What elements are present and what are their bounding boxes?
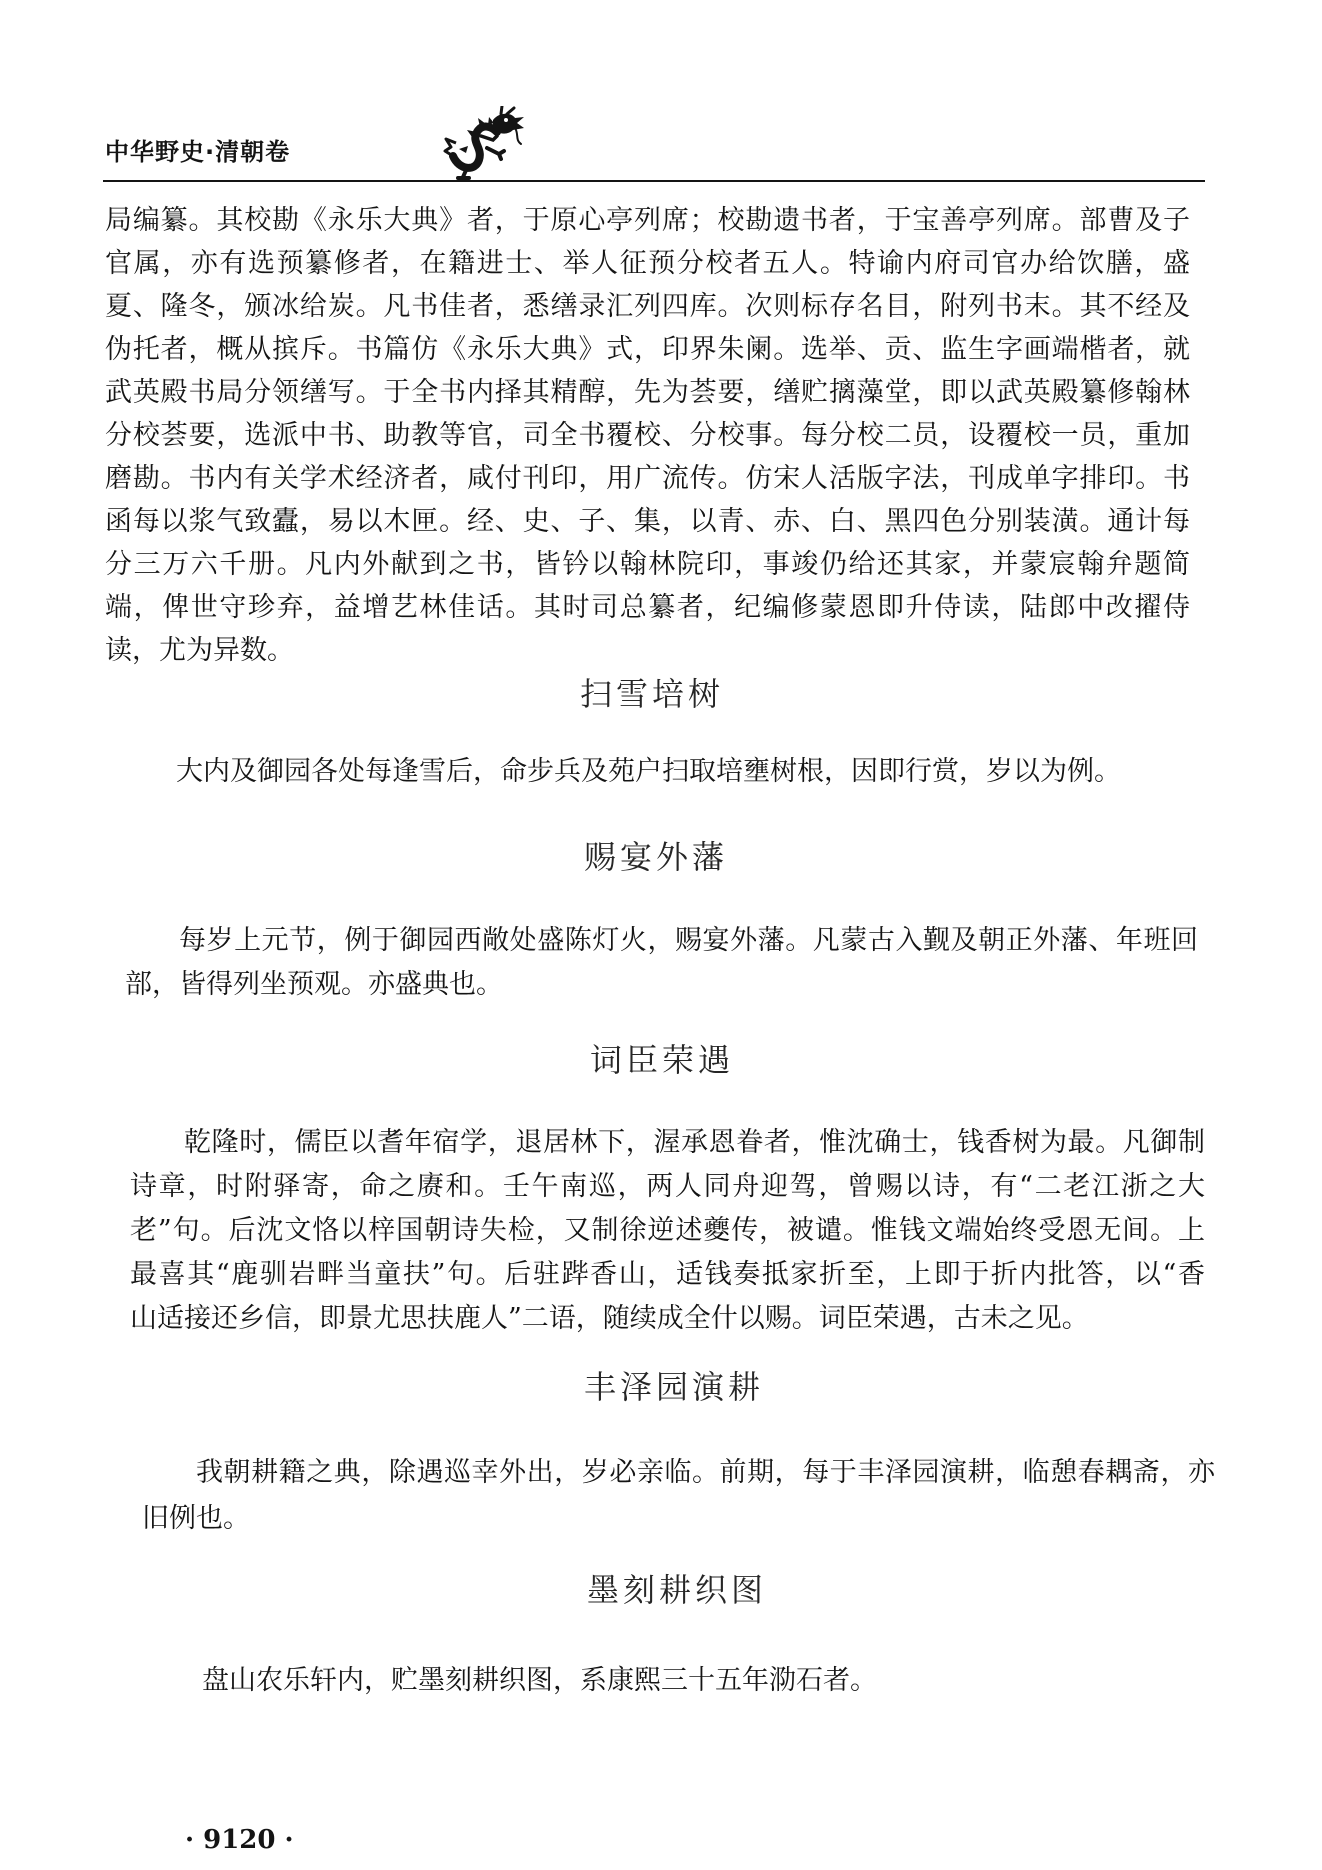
section-body-line: 最喜其“鹿驯岩畔当童扶”句。后驻跸香山，适钱奏抵家折至，上即于折内批答，以“香 bbox=[130, 1259, 1205, 1290]
section-body bbox=[125, 919, 1198, 1007]
paragraph-line: 分三万六千册。凡内外献到之书，皆钤以翰林院印，事竣仍给还其家，并蒙宸翰弁题简 bbox=[105, 549, 1190, 580]
paragraph-line: 读，尤为异数。 bbox=[105, 635, 294, 666]
paragraph-line: 磨勘。书内有关学术经济者，咸付刊印，用广流传。仿宋人活版字法，刊成单字排印。书 bbox=[105, 463, 1190, 494]
intro-paragraph bbox=[105, 199, 1190, 672]
paragraph-line: 局编纂。其校勘《永乐大典》者，于原心亭列席；校勘遗书者，于宝善亭列席。部曹及子 bbox=[105, 205, 1190, 236]
paragraph-line: 武英殿书局分领缮写。于全书内择其精醇，先为荟要，缮贮摛藻堂，即以武英殿纂修翰林 bbox=[105, 377, 1190, 408]
section-body-line: 山适接还乡信，即景尤思扶鹿人”二语，随续成全什以赐。词臣荣遇，古未之见。 bbox=[130, 1303, 1089, 1334]
paragraph-line: 端，俾世守珍弃，益增艺林佳话。其时司总纂者，纪编修蒙恩即升侍读，陆郎中改擢侍 bbox=[105, 592, 1190, 623]
section-body-line: 盘山农乐轩内，贮墨刻耕织图，系康熙三十五年泐石者。 bbox=[202, 1665, 877, 1696]
section-body bbox=[122, 750, 1195, 794]
running-header-title: 中华野史·清朝卷 bbox=[105, 138, 291, 166]
page-number: · 9120 · bbox=[185, 1825, 294, 1855]
section-body-line: 大内及御园各处每逢雪后，命步兵及苑户扫取培壅树根，因即行赏，岁以为例。 bbox=[176, 756, 1121, 787]
section-body-line: 部，皆得列坐预观。亦盛典也。 bbox=[125, 969, 503, 1000]
header-rule bbox=[103, 180, 1205, 182]
section-heading: 词臣荣遇 bbox=[589, 1041, 735, 1079]
section-body-line: 旧例也。 bbox=[142, 1503, 250, 1534]
paragraph-line: 分校荟要，选派中书、助教等官，司全书覆校、分校事。每分校二员，设覆校一员，重加 bbox=[105, 420, 1190, 451]
section-body bbox=[130, 1121, 1205, 1341]
section-body bbox=[142, 1450, 1215, 1542]
section-body-line: 老”句。后沈文恪以梓国朝诗失检，又制徐逆述夔传，被谴。惟钱文端始终受恩无间。上 bbox=[130, 1215, 1205, 1246]
section-body bbox=[148, 1659, 1221, 1703]
paragraph-line: 伪托者，概从摈斥。书篇仿《永乐大典》式，印界朱阑。选举、贡、监生字画端楷者，就 bbox=[105, 334, 1190, 365]
dragon-icon bbox=[443, 106, 525, 180]
section-heading: 墨刻耕织图 bbox=[586, 1571, 768, 1609]
section-body-line: 乾隆时，儒臣以耆年宿学，退居林下，渥承恩眷者，惟沈确士，钱香树为最。凡御制 bbox=[184, 1127, 1205, 1158]
paragraph-line: 函每以浆气致蠹，易以木匣。经、史、子、集，以青、赤、白、黑四色分别装潢。通计每 bbox=[105, 506, 1190, 537]
section-body-line: 每岁上元节，例于御园西敞处盛陈灯火，赐宴外藩。凡蒙古入觐及朝正外藩、年班回 bbox=[179, 925, 1198, 956]
section-heading: 丰泽园演耕 bbox=[583, 1368, 765, 1406]
section-heading: 赐宴外藩 bbox=[583, 838, 729, 876]
section-body-line: 诗章，时附驿寄，命之赓和。壬午南巡，两人同舟迎驾，曾赐以诗，有“二老江浙之大 bbox=[130, 1171, 1205, 1202]
paragraph-line: 官属，亦有选预纂修者，在籍进士、举人征预分校者五人。特谕内府司官办给饮膳，盛 bbox=[105, 248, 1190, 279]
paragraph-line: 夏、隆冬，颁冰给炭。凡书佳者，悉缮录汇列四库。次则标存名目，附列书末。其不经及 bbox=[105, 291, 1190, 322]
section-body-line: 我朝耕籍之典，除遇巡幸外出，岁必亲临。前期，每于丰泽园演耕，临憩春耦斋，亦 bbox=[196, 1457, 1215, 1488]
section-heading: 扫雪培树 bbox=[579, 675, 725, 713]
